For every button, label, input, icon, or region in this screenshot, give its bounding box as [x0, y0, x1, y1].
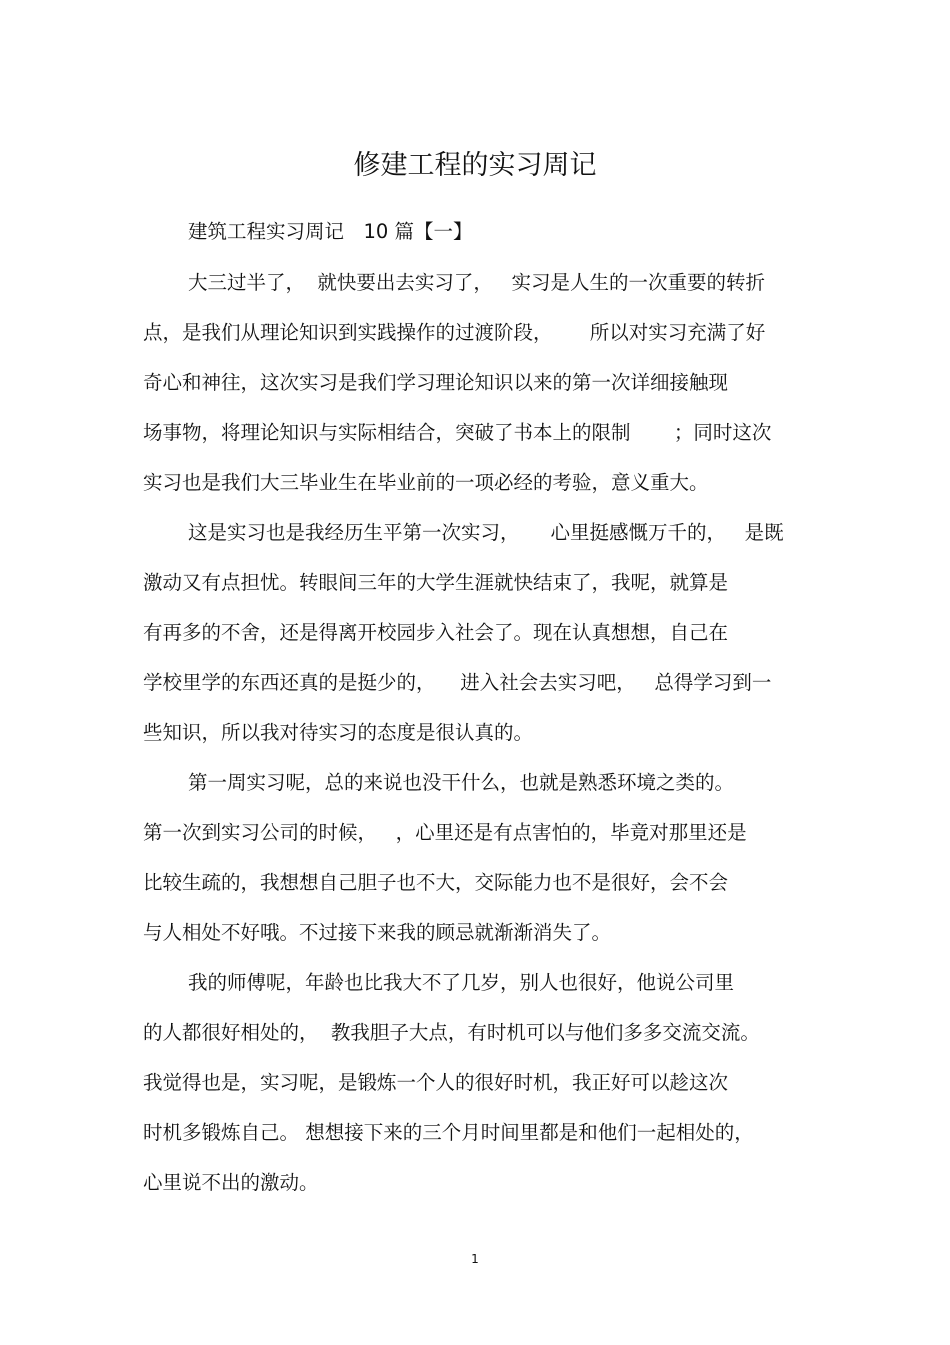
document-subtitle: 建筑工程实习周记 10 篇【一】	[188, 220, 473, 243]
paragraph-1-line-5: 实习也是我们大三毕业生在毕业前的一项必经的考验，意义重大。	[143, 471, 709, 494]
paragraph-3-line-1: 第一周实习呢，总的来说也没干什么，也就是熟悉环境之类的。	[188, 771, 735, 794]
paragraph-1-line-1: 大三过半了， 就快要出去实习了， 实习是人生的一次重要的转折	[188, 271, 765, 294]
paragraph-4-line-5: 心里说不出的激动。	[143, 1171, 319, 1194]
paragraph-3-line-3: 比较生疏的，我想想自己胆子也不大，交际能力也不是很好，会不会	[143, 871, 729, 894]
paragraph-1-line-3: 奇心和神往，这次实习是我们学习理论知识以来的第一次详细接触现	[143, 371, 729, 394]
paragraph-2-line-3: 有再多的不舍，还是得离开校园步入社会了。现在认真想想，自己在	[143, 621, 729, 644]
page-number: 1	[471, 1252, 479, 1266]
paragraph-2-line-5: 些知识，所以我对待实习的态度是很认真的。	[143, 721, 534, 744]
paragraph-2-line-1: 这是实习也是我经历生平第一次实习， 心里挺感慨万千的， 是既	[188, 521, 784, 544]
paragraph-4-line-2: 的人都很好相处的， 教我胆子大点，有时机可以与他们多多交流交流。	[143, 1021, 760, 1044]
paragraph-1-line-2: 点，是我们从理论知识到实践操作的过渡阶段， 所以对实习充满了好	[143, 321, 766, 344]
paragraph-4-line-1: 我的师傅呢，年龄也比我大不了几岁，别人也很好，他说公司里	[188, 971, 735, 994]
document-title: 修建工程的实习周记	[353, 150, 597, 181]
paragraph-3-line-4: 与人相处不好哦。不过接下来我的顾忌就渐渐消失了。	[143, 921, 612, 944]
paragraph-1-line-4: 场事物，将理论知识与实际相结合，突破了书本上的限制 ；同时这次	[143, 421, 772, 444]
paragraph-2-line-2: 激动又有点担忧。转眼间三年的大学生涯就快结束了，我呢，就算是	[143, 571, 729, 594]
paragraph-4-line-3: 我觉得也是，实习呢，是锻炼一个人的很好时机，我正好可以趁这次	[143, 1071, 729, 1094]
paragraph-3-line-2: 第一次到实习公司的时候， ，心里还是有点害怕的，毕竟对那里还是	[143, 821, 747, 844]
paragraph-2-line-4: 学校里学的东西还真的是挺少的， 进入社会去实习吧， 总得学习到一	[143, 671, 772, 694]
paragraph-4-line-4: 时机多锻炼自己。 想想接下来的三个月时间里都是和他们一起相处的，	[143, 1121, 754, 1144]
